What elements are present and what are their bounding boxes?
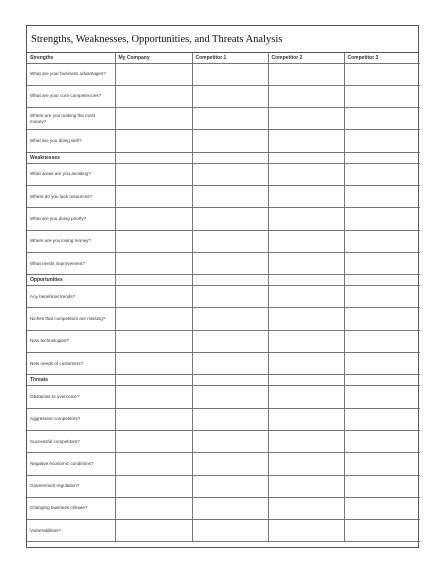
competitor-2-answer-cell[interactable] [268, 185, 344, 207]
competitor-2-answer-cell[interactable] [268, 163, 344, 185]
competitor-3-answer-cell[interactable] [344, 108, 420, 130]
competitor-3-answer-cell[interactable] [344, 520, 420, 542]
question-label: Successful competitors? [27, 430, 115, 452]
competitor-2-answer-cell[interactable] [268, 497, 344, 519]
page-title: Strengths, Weaknesses, Opportunities, and Threats Analysis [27, 26, 418, 53]
my-company-answer-cell[interactable] [115, 430, 192, 452]
question-row [27, 520, 420, 542]
question-label: New technologies? [27, 330, 115, 352]
section-header-cell [115, 275, 192, 286]
my-company-answer-cell[interactable] [115, 163, 192, 185]
question-row [27, 453, 420, 475]
question-label: What are your core competencies? [27, 85, 115, 107]
competitor-3-answer-cell[interactable] [344, 353, 420, 375]
competitor-1-answer-cell[interactable] [192, 430, 268, 452]
competitor-1-answer-cell[interactable] [192, 353, 268, 375]
my-company-answer-cell[interactable] [115, 286, 192, 308]
competitor-2-answer-cell[interactable] [268, 353, 344, 375]
question-label: Aggressive competitors? [27, 408, 115, 430]
my-company-answer-cell[interactable] [115, 453, 192, 475]
section-header-cell [268, 375, 344, 386]
competitor-1-answer-cell[interactable] [192, 185, 268, 207]
competitor-3-answer-cell[interactable] [344, 330, 420, 352]
section-header-cell [344, 275, 420, 286]
column-header-competitor-1: Competitor 1 [192, 53, 268, 63]
competitor-2-answer-cell[interactable] [268, 108, 344, 130]
my-company-answer-cell[interactable] [115, 208, 192, 230]
section-header-cell [192, 275, 268, 286]
swot-table [27, 53, 420, 542]
question-row [27, 163, 420, 185]
my-company-answer-cell[interactable] [115, 252, 192, 274]
competitor-3-answer-cell[interactable] [344, 308, 420, 330]
question-label: Vulnerabilities? [27, 520, 115, 542]
section-header-cell [115, 375, 192, 386]
competitor-3-answer-cell[interactable] [344, 208, 420, 230]
question-row [27, 130, 420, 152]
my-company-answer-cell[interactable] [115, 408, 192, 430]
swot-worksheet [26, 25, 419, 548]
question-label: New needs of customers? [27, 353, 115, 375]
competitor-3-answer-cell[interactable] [344, 252, 420, 274]
question-label: Any beneficial trends? [27, 286, 115, 308]
competitor-3-answer-cell[interactable] [344, 430, 420, 452]
competitor-3-answer-cell[interactable] [344, 163, 420, 185]
column-header-strengths: Strengths [27, 53, 115, 63]
my-company-answer-cell[interactable] [115, 85, 192, 107]
section-label: Opportunities [27, 275, 115, 286]
competitor-3-answer-cell[interactable] [344, 497, 420, 519]
question-row [27, 185, 420, 207]
competitor-2-answer-cell[interactable] [268, 330, 344, 352]
question-row [27, 408, 420, 430]
competitor-3-answer-cell[interactable] [344, 63, 420, 85]
question-row [27, 85, 420, 107]
competitor-1-answer-cell[interactable] [192, 85, 268, 107]
competitor-3-answer-cell[interactable] [344, 286, 420, 308]
question-row [27, 108, 420, 130]
competitor-1-answer-cell[interactable] [192, 475, 268, 497]
competitor-2-answer-cell[interactable] [268, 430, 344, 452]
competitor-1-answer-cell[interactable] [192, 230, 268, 252]
competitor-1-answer-cell[interactable] [192, 453, 268, 475]
question-label: What are you doing well? [27, 130, 115, 152]
competitor-2-answer-cell[interactable] [268, 230, 344, 252]
question-label: Where do you lack resources? [27, 185, 115, 207]
column-header-my-company: My Company [115, 53, 192, 63]
section-header-cell [344, 152, 420, 163]
question-row [27, 230, 420, 252]
question-row [27, 475, 420, 497]
competitor-2-answer-cell[interactable] [268, 453, 344, 475]
competitor-3-answer-cell[interactable] [344, 230, 420, 252]
competitor-2-answer-cell[interactable] [268, 408, 344, 430]
question-row [27, 308, 420, 330]
competitor-1-answer-cell[interactable] [192, 408, 268, 430]
competitor-1-answer-cell[interactable] [192, 520, 268, 542]
competitor-2-answer-cell[interactable] [268, 308, 344, 330]
competitor-3-answer-cell[interactable] [344, 475, 420, 497]
competitor-1-answer-cell[interactable] [192, 252, 268, 274]
question-row [27, 252, 420, 274]
competitor-1-answer-cell[interactable] [192, 130, 268, 152]
question-label: What are your business advantages? [27, 63, 115, 85]
competitor-2-answer-cell[interactable] [268, 63, 344, 85]
section-header-row [27, 152, 420, 163]
competitor-1-answer-cell[interactable] [192, 163, 268, 185]
question-label: Niches that competitors are missing? [27, 308, 115, 330]
question-label: What areas are you avoiding? [27, 163, 115, 185]
my-company-answer-cell[interactable] [115, 386, 192, 408]
my-company-answer-cell[interactable] [115, 475, 192, 497]
competitor-3-answer-cell[interactable] [344, 185, 420, 207]
competitor-3-answer-cell[interactable] [344, 408, 420, 430]
competitor-1-answer-cell[interactable] [192, 330, 268, 352]
competitor-1-answer-cell[interactable] [192, 308, 268, 330]
competitor-3-answer-cell[interactable] [344, 130, 420, 152]
question-row [27, 330, 420, 352]
question-row [27, 386, 420, 408]
question-row [27, 430, 420, 452]
my-company-answer-cell[interactable] [115, 353, 192, 375]
section-header-cell [344, 375, 420, 386]
question-label: Where are you making the most money? [27, 108, 115, 130]
competitor-1-answer-cell[interactable] [192, 386, 268, 408]
section-header-cell [268, 275, 344, 286]
my-company-answer-cell[interactable] [115, 308, 192, 330]
question-label: What are you doing poorly? [27, 208, 115, 230]
question-label: Changing business climate? [27, 497, 115, 519]
my-company-answer-cell[interactable] [115, 330, 192, 352]
column-header-competitor-2: Competitor 2 [268, 53, 344, 63]
my-company-answer-cell[interactable] [115, 185, 192, 207]
question-row [27, 353, 420, 375]
question-label: Where are you losing money? [27, 230, 115, 252]
question-row [27, 208, 420, 230]
competitor-1-answer-cell[interactable] [192, 208, 268, 230]
question-label: What needs improvement? [27, 252, 115, 274]
competitor-2-answer-cell[interactable] [268, 130, 344, 152]
section-label: Weaknesses [27, 152, 115, 163]
competitor-1-answer-cell[interactable] [192, 286, 268, 308]
competitor-3-answer-cell[interactable] [344, 85, 420, 107]
competitor-2-answer-cell[interactable] [268, 386, 344, 408]
column-header-competitor-3: Competitor 3 [344, 53, 420, 63]
competitor-2-answer-cell[interactable] [268, 286, 344, 308]
question-row [27, 497, 420, 519]
my-company-answer-cell[interactable] [115, 108, 192, 130]
header-row [27, 53, 420, 63]
competitor-2-answer-cell[interactable] [268, 252, 344, 274]
question-row [27, 286, 420, 308]
my-company-answer-cell[interactable] [115, 520, 192, 542]
section-header-cell [192, 152, 268, 163]
competitor-2-answer-cell[interactable] [268, 208, 344, 230]
question-label: Obstacles to overcome? [27, 386, 115, 408]
my-company-answer-cell[interactable] [115, 230, 192, 252]
question-label: Government regulation? [27, 475, 115, 497]
competitor-2-answer-cell[interactable] [268, 520, 344, 542]
section-label: Threats [27, 375, 115, 386]
question-row [27, 63, 420, 85]
section-header-cell [192, 375, 268, 386]
competitor-2-answer-cell[interactable] [268, 475, 344, 497]
competitor-3-answer-cell[interactable] [344, 453, 420, 475]
competitor-1-answer-cell[interactable] [192, 497, 268, 519]
section-header-cell [115, 152, 192, 163]
competitor-1-answer-cell[interactable] [192, 63, 268, 85]
section-header-cell [268, 152, 344, 163]
my-company-answer-cell[interactable] [115, 497, 192, 519]
my-company-answer-cell[interactable] [115, 130, 192, 152]
question-label: Negative economic conditions? [27, 453, 115, 475]
competitor-1-answer-cell[interactable] [192, 108, 268, 130]
section-header-row [27, 375, 420, 386]
my-company-answer-cell[interactable] [115, 63, 192, 85]
section-header-row [27, 275, 420, 286]
competitor-3-answer-cell[interactable] [344, 386, 420, 408]
competitor-2-answer-cell[interactable] [268, 85, 344, 107]
